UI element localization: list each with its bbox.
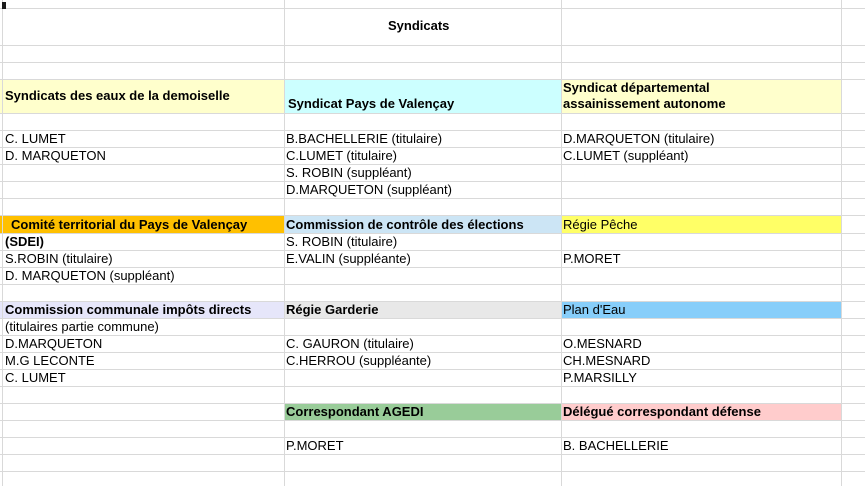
header-assainissement-line2[interactable]: assainissement autonome (563, 96, 726, 111)
header-pays-valencay[interactable]: Syndicat Pays de Valençay (288, 96, 455, 111)
subheader-comite-territorial[interactable]: (SDEI) (5, 234, 44, 249)
member-cell[interactable]: B. BACHELLERIE (563, 438, 669, 453)
member-cell[interactable]: D. MARQUETON (suppléant) (5, 268, 175, 283)
member-cell[interactable]: C. GAURON (titulaire) (286, 336, 414, 351)
member-cell[interactable]: C.LUMET (suppléant) (563, 148, 689, 163)
header-impots-directs[interactable]: Commission communale impôts directs (5, 302, 252, 317)
header-agedi[interactable]: Correspondant AGEDI (286, 404, 424, 419)
member-cell[interactable]: P.MORET (563, 251, 621, 266)
header-regie-peche[interactable]: Régie Pêche (563, 217, 638, 232)
header-assainissement-line1[interactable]: Syndicat départemental (563, 80, 710, 95)
member-cell[interactable]: M.G LECONTE (5, 353, 95, 368)
header-regie-garderie[interactable]: Régie Garderie (286, 302, 379, 317)
member-cell[interactable]: S.ROBIN (titulaire) (5, 251, 113, 266)
member-cell[interactable]: S. ROBIN (titulaire) (286, 234, 398, 249)
member-cell[interactable]: C. LUMET (5, 131, 66, 146)
member-cell[interactable]: C. LUMET (5, 370, 66, 385)
member-cell[interactable]: C.LUMET (titulaire) (286, 148, 398, 163)
header-defense[interactable]: Délégué correspondant défense (563, 404, 761, 419)
header-controle-elections[interactable]: Commission de contrôle des élections (286, 217, 524, 232)
member-cell[interactable]: P.MORET (286, 438, 344, 453)
member-cell[interactable]: D. MARQUETON (5, 148, 106, 163)
header-eaux-demoiselle[interactable]: Syndicats des eaux de la demoiselle (5, 88, 230, 103)
member-cell[interactable]: S. ROBIN (suppléant) (286, 165, 412, 180)
member-cell[interactable]: D.MARQUETON (suppléant) (286, 182, 452, 197)
member-cell[interactable]: B.BACHELLERIE (titulaire) (286, 131, 443, 146)
member-cell[interactable]: CH.MESNARD (563, 353, 651, 368)
cell-cursor (2, 2, 6, 9)
header-plan-eau[interactable]: Plan d'Eau (563, 302, 626, 317)
member-cell[interactable]: O.MESNARD (563, 336, 642, 351)
member-cell[interactable]: P.MARSILLY (563, 370, 637, 385)
member-cell[interactable]: C.HERROU (suppléante) (286, 353, 432, 368)
header-comite-territorial[interactable]: Comité territorial du Pays de Valençay (11, 217, 248, 232)
member-cell[interactable]: E.VALIN (suppléante) (286, 251, 411, 266)
member-cell[interactable]: D.MARQUETON (titulaire) (563, 131, 715, 146)
subheader-impots-directs[interactable]: (titulaires partie commune) (5, 319, 159, 334)
page-title: Syndicats (388, 18, 450, 33)
member-cell[interactable]: D.MARQUETON (5, 336, 103, 351)
